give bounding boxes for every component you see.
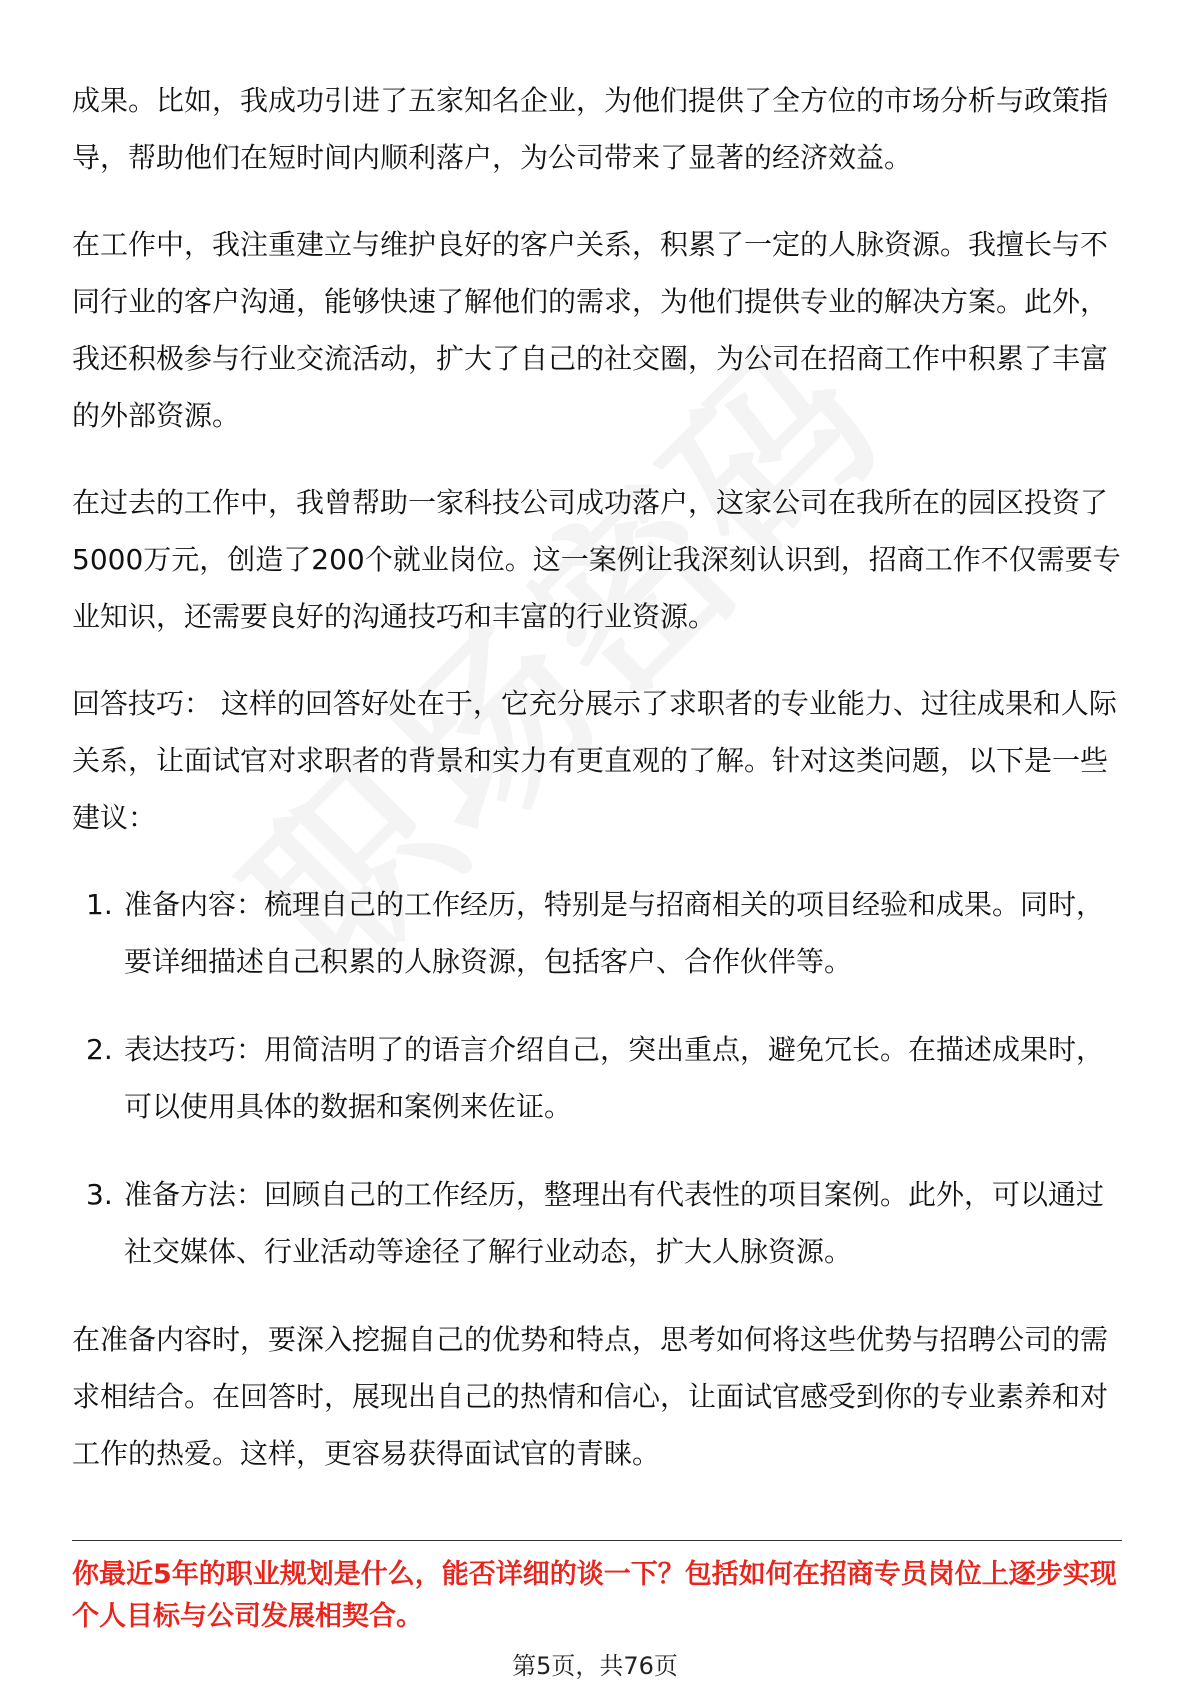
page-content — [72, 72, 1122, 1512]
paragraph-answer-tips: 回答技巧： 这样的回答好处在于，它充分展示了求职者的专业能力、过往成果和人际关系，让面试官对求职者的背景和实力有更直观的了解。针对这类问题，以下是一些建议： — [72, 687, 1117, 834]
paragraph-case-study: 在过去的工作中，我曾帮助一家科技公司成功落户，这家公司在我所在的园区投资了5000万元，创造了200个就业岗位。这一案例让我深刻认识到，招商工作不仅需要专业知识，还需要良好的沟通技巧和丰富的行业资源。 — [72, 486, 1121, 633]
list-item-text: 准备内容：梳理自己的工作经历，特别是与招商相关的项目经验和成果。同时，要详细描述自己积累的人脉资源，包括客户、合作伙伴等。 — [124, 888, 1105, 978]
list-item — [72, 1021, 1122, 1135]
paragraph-closing: 在准备内容时，要深入挖掘自己的优势和特点，思考如何将这些优势与招聘公司的需求相结合。在回答时，展现出自己的热情和信心，让面试官感受到你的专业素养和对工作的热爱。这样，更容易获得面试官的青睐。 — [72, 1323, 1109, 1470]
list-item-number: 1. — [86, 888, 113, 921]
next-question: 你最近5年的职业规划是什么，能否详细的谈一下？包括如何在招商专员岗位上逐步实现个人目标与公司发展相契合。 — [72, 1559, 1117, 1632]
page-number: 第5页，共76页 — [512, 1652, 678, 1680]
list-item — [72, 876, 1122, 990]
suggestion-list — [72, 876, 1122, 1280]
list-item-number: 2. — [86, 1033, 113, 1066]
list-item — [72, 1166, 1122, 1280]
list-item-text: 表达技巧：用简洁明了的语言介绍自己，突出重点，避免冗长。在描述成果时，可以使用具体的数据和案例来佐证。 — [124, 1033, 1105, 1123]
paragraph-achievements: 成果。比如，我成功引进了五家知名企业，为他们提供了全方位的市场分析与政策指导，帮助他们在短时间内顺利落户，为公司带来了显著的经济效益。 — [72, 84, 1109, 174]
section-divider — [72, 1540, 1122, 1541]
list-item-text: 准备方法：回顾自己的工作经历，整理出有代表性的项目案例。此外，可以通过社交媒体、行业活动等途径了解行业动态，扩大人脉资源。 — [124, 1178, 1105, 1268]
paragraph-relationships: 在工作中，我注重建立与维护良好的客户关系，积累了一定的人脉资源。我擅长与不同行业的客户沟通，能够快速了解他们的需求，为他们提供专业的解决方案。此外，我还积极参与行业交流活动，扩大了自己的社交圈，为公司在招商工作中积累了丰富的外部资源。 — [72, 228, 1109, 432]
list-item-number: 3. — [86, 1178, 113, 1211]
